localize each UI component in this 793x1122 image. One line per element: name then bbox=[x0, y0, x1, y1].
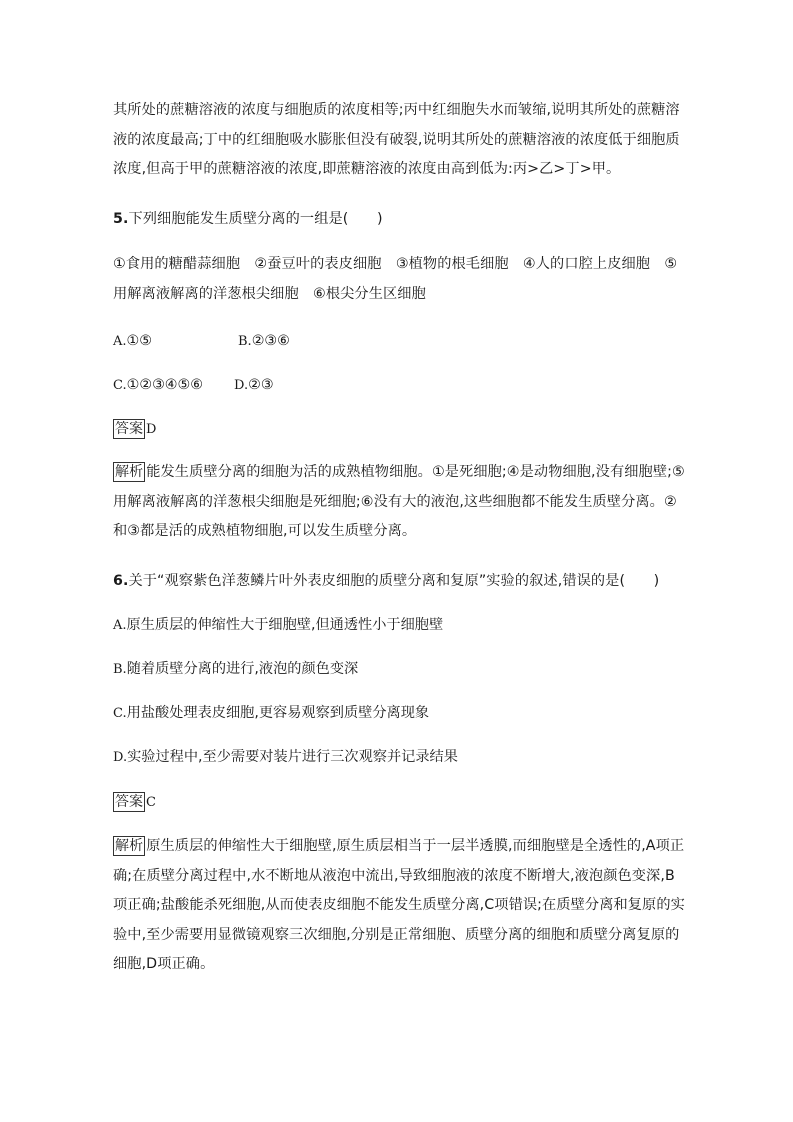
question-6-text: 关于“观察紫色洋葱鳞片叶外表皮细胞的质壁分离和复原”实验的叙述,错误的是( ) bbox=[128, 573, 660, 589]
question-5-number: 5. bbox=[113, 211, 129, 227]
answer-tag: 答案 bbox=[115, 421, 143, 437]
option-c: C.①②③④⑤⑥ bbox=[113, 377, 203, 393]
question-5-text: 下列细胞能发生质壁分离的一组是( ) bbox=[128, 211, 383, 227]
analysis-tag: 解析 bbox=[115, 838, 144, 854]
question-6-option-a: A.原生质层的伸缩性大于细胞壁,但通透性小于细胞壁 bbox=[113, 617, 444, 633]
option-a: A.①⑤ bbox=[113, 333, 152, 349]
answer-tag: 答案 bbox=[115, 794, 143, 810]
intro-paragraph: 其所处的蔗糖溶液的浓度与细胞质的浓度相等;丙中红细胞失水而皱缩,说明其所处的蔗糖溶液的浓度最高;丁中的红细胞吸水膨胀但没有破裂,说明其所处的蔗糖溶液的浓度低于细胞质浓度,但高于甲的蔗糖溶液的浓度,即蔗糖溶液的浓度由高到低为:丙>乙>丁>甲。 bbox=[113, 102, 680, 177]
option-d: D.②③ bbox=[234, 377, 274, 393]
answer-value: D bbox=[146, 422, 157, 437]
question-6-analysis bbox=[113, 832, 685, 980]
analysis-text: 能发生质壁分离的细胞为活的成熟植物细胞。①是死细胞;④是动物细胞,没有细胞壁;⑤用解离液解离的洋葱根尖细胞是死细胞;⑥没有大的液泡,这些细胞都不能发生质壁分离。②和③都是活的成熟植物细胞,可以发生质壁分离。 bbox=[113, 464, 685, 539]
question-6-option-b: B.随着质壁分离的进行,液泡的颜色变深 bbox=[113, 661, 359, 677]
analysis-tag: 解析 bbox=[115, 464, 144, 480]
question-5-items: ①食用的糖醋蒜细胞 ②蚕豆叶的表皮细胞 ③植物的根毛细胞 ④人的口腔上皮细胞 ⑤用解离液解离的洋葱根尖细胞 ⑥根尖分生区细胞 bbox=[113, 256, 678, 302]
answer-value: C bbox=[146, 795, 156, 810]
question-5-answer bbox=[113, 419, 156, 440]
question-5-analysis bbox=[113, 458, 685, 547]
question-5-stem bbox=[113, 205, 685, 235]
question-6-stem bbox=[113, 567, 685, 597]
option-b: B.②③⑥ bbox=[238, 333, 290, 349]
analysis-text: 原生质层的伸缩性大于细胞壁,原生质层相当于一层半透膜,而细胞壁是全透性的,A项正确;在质壁分离过程中,水不断地从液泡中流出,导致细胞液的浓度不断增大,液泡颜色变深,B项正确;盐酸能杀死细胞,从而使表皮细胞不能发生质壁分离,C项错误;在质壁分离和复原的实验中,至少需要用显微镜观察三次细胞,分别是正常细胞、质壁分离的细胞和质壁分离复原的细胞,D项正确。 bbox=[113, 838, 685, 972]
question-6-answer bbox=[113, 792, 156, 813]
question-6-number: 6. bbox=[113, 573, 129, 589]
question-6-option-c: C.用盐酸处理表皮细胞,更容易观察到质壁分离现象 bbox=[113, 705, 430, 721]
question-6-option-d: D.实验过程中,至少需要对装片进行三次观察并记录结果 bbox=[113, 749, 458, 765]
